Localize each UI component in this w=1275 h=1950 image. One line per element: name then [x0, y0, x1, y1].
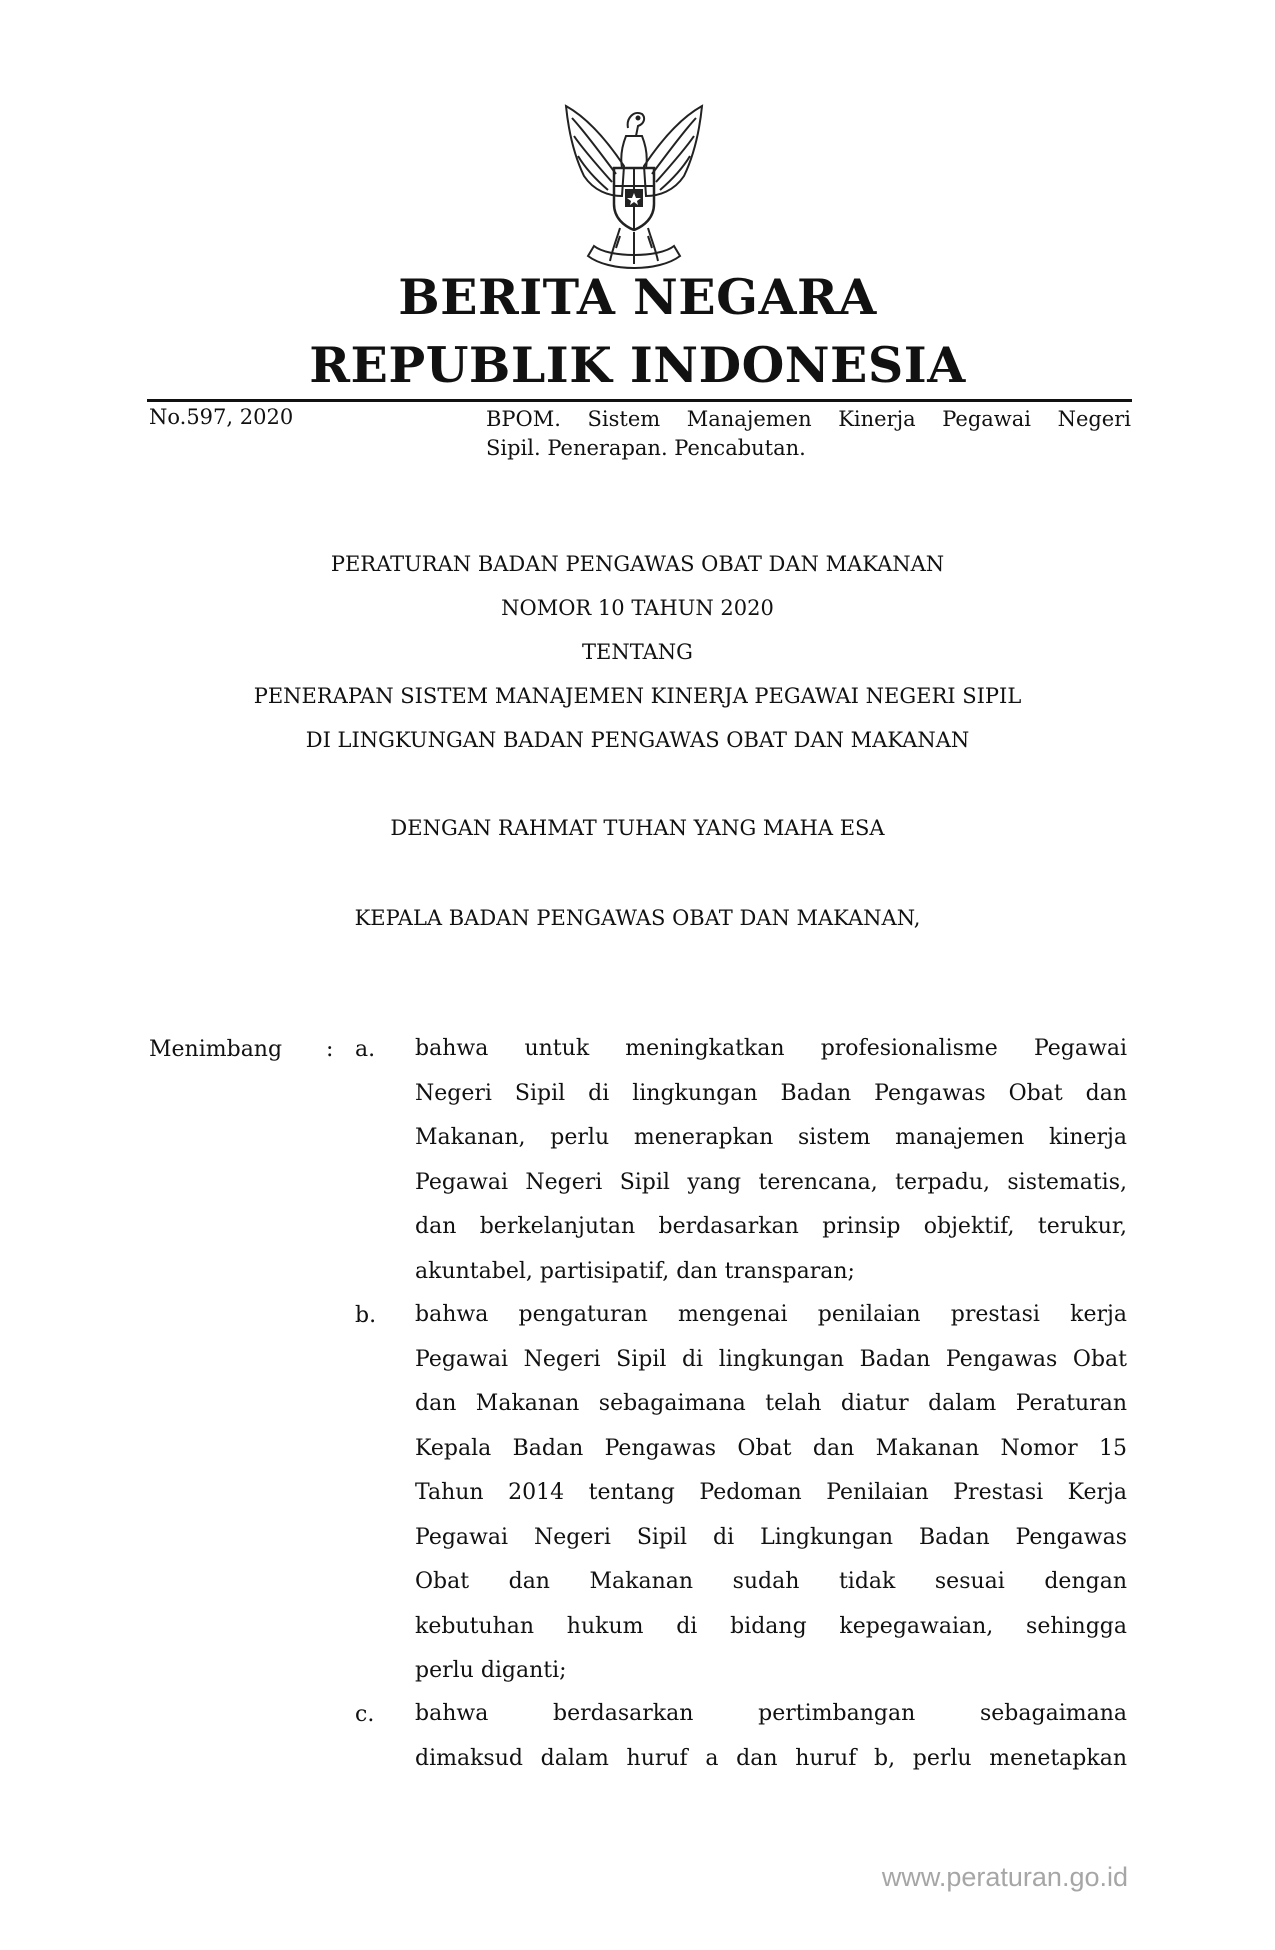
- menimbang-label: Menimbang: [149, 1037, 283, 1062]
- masthead-divider: [147, 399, 1132, 402]
- menimbang-item-letter-c: c.: [355, 1702, 375, 1727]
- text-line: Obat dan Makanan sudah tidak sesuai dengan: [415, 1569, 1127, 1594]
- text-line: Pegawai Negeri Sipil di Lingkungan Badan Pengawas: [415, 1524, 1127, 1550]
- footer-website-url[interactable]: www.peraturan.go.id: [881, 1862, 1128, 1892]
- text-line: perlu diganti;: [415, 1658, 567, 1683]
- regulation-subject-line1: PENERAPAN SISTEM MANAJEMEN KINERJA PEGAWAI NEGERI SIPIL: [253, 684, 1022, 708]
- menimbang-colon: :: [326, 1037, 334, 1062]
- preamble-kepala: KEPALA BADAN PENGAWAS OBAT DAN MAKANAN,: [354, 906, 921, 930]
- menimbang-item-a: [415, 1027, 1127, 1294]
- text-line: dan Makanan sebagaimana telah diatur dalam Peraturan: [415, 1391, 1127, 1416]
- regulation-title-line1: PERATURAN BADAN PENGAWAS OBAT DAN MAKANAN: [330, 552, 945, 576]
- text-line: Negeri Sipil di lingkungan Badan Pengawas Obat dan: [415, 1080, 1127, 1106]
- text-line: bahwa berdasarkan pertimbangan sebagaimana: [415, 1701, 1127, 1726]
- text-line: dimaksud dalam huruf a dan huruf b, perlu menetapkan: [415, 1745, 1127, 1771]
- menimbang-item-letter-a: a.: [355, 1037, 376, 1062]
- menimbang-item-letter-b: b.: [355, 1303, 377, 1328]
- text-line: Makanan, perlu menerapkan sistem manajemen kinerja: [415, 1125, 1127, 1150]
- publication-number: No.597, 2020: [149, 405, 294, 429]
- regulation-subject-line2: DI LINGKUNGAN BADAN PENGAWAS OBAT DAN MAKANAN: [305, 728, 970, 752]
- text-line: bahwa pengaturan mengenai penilaian prestasi kerja: [415, 1302, 1127, 1327]
- publication-subject-line: BPOM. Sistem Manajemen Kinerja Pegawai Negeri: [486, 407, 1131, 431]
- masthead-title-line2: REPUBLIK INDONESIA: [309, 336, 966, 394]
- publication-subject-line: Sipil. Penerapan. Pencabutan.: [486, 436, 806, 460]
- text-line: Pegawai Negeri Sipil yang terencana, terpadu, sistematis,: [415, 1169, 1127, 1195]
- garuda-emblem-icon: [554, 96, 714, 276]
- menimbang-item-b: [415, 1293, 1127, 1694]
- text-line: Pegawai Negeri Sipil di lingkungan Badan Pengawas Obat: [415, 1346, 1127, 1372]
- text-line: akuntabel, partisipatif, dan transparan;: [415, 1258, 855, 1284]
- text-line: Tahun 2014 tentang Pedoman Penilaian Prestasi Kerja: [415, 1480, 1127, 1505]
- text-line: Kepala Badan Pengawas Obat dan Makanan Nomor 15: [415, 1435, 1127, 1461]
- regulation-tentang: TENTANG: [582, 640, 693, 664]
- text-line: dan berkelanjutan berdasarkan prinsip objektif, terukur,: [415, 1214, 1127, 1239]
- menimbang-item-c: [415, 1692, 1127, 1781]
- masthead-title-line1: BERITA NEGARA: [398, 268, 877, 326]
- regulation-number: NOMOR 10 TAHUN 2020: [501, 596, 774, 620]
- publication-subject: [486, 405, 1131, 463]
- text-line: bahwa untuk meningkatkan profesionalisme Pegawai: [415, 1036, 1127, 1061]
- text-line: kebutuhan hukum di bidang kepegawaian, sehingga: [415, 1613, 1127, 1639]
- preamble-rahmat: DENGAN RAHMAT TUHAN YANG MAHA ESA: [390, 816, 885, 840]
